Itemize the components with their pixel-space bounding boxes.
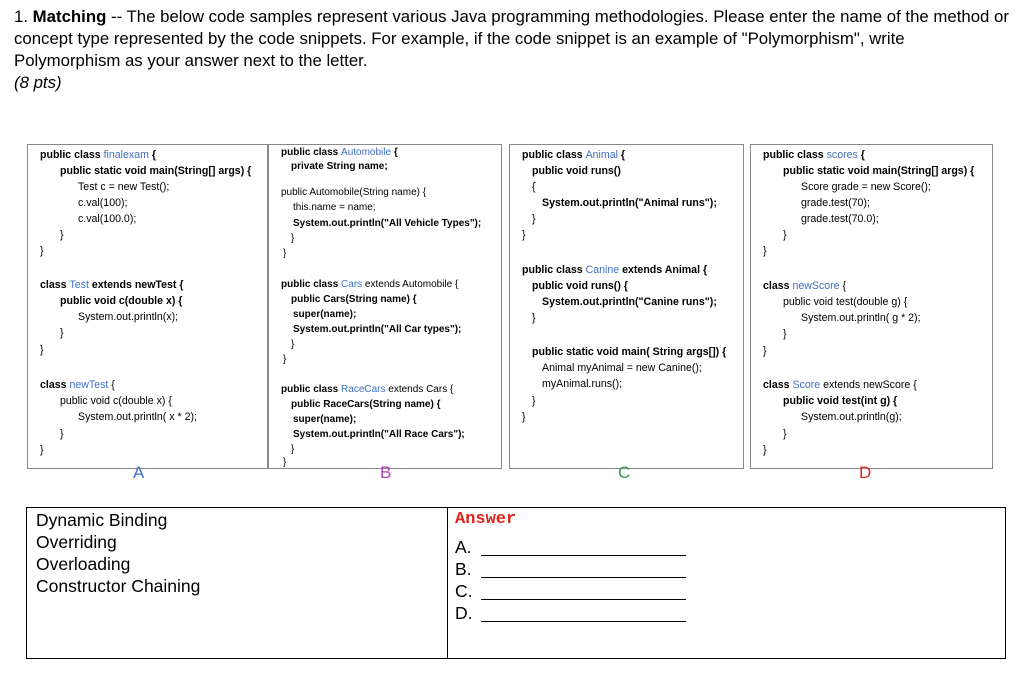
code-line: public Cars(String name) { xyxy=(291,294,417,305)
code-line: c.val(100); xyxy=(78,197,128,209)
code-line: public Automobile(String name) { xyxy=(281,187,427,198)
code-line: System.out.println("Animal runs"); xyxy=(542,197,717,209)
answer-table xyxy=(26,507,1006,659)
code-box-b xyxy=(268,144,502,469)
code-line: } xyxy=(532,312,536,324)
code-line: { xyxy=(532,181,536,193)
code-box-a xyxy=(27,144,268,469)
class-name: finalexam xyxy=(103,149,149,161)
code-line: this.name = name; xyxy=(293,202,376,213)
code-line: System.out.println("All Car types"); xyxy=(293,324,462,335)
term-item: Overloading xyxy=(36,554,131,574)
code-line: super(name); xyxy=(293,309,357,320)
code-line: System.out.println("All Vehicle Types"); xyxy=(293,218,482,229)
code-line: System.out.println( x * 2); xyxy=(78,411,197,423)
class-name: Animal xyxy=(585,149,618,161)
answer-row-b[interactable] xyxy=(455,558,695,580)
code-line: class newScore { xyxy=(763,280,847,292)
code-line: Test c = new Test(); xyxy=(78,181,170,193)
class-name: RaceCars xyxy=(341,384,386,395)
code-line: System.out.println( g * 2); xyxy=(801,312,921,324)
answer-blank[interactable] xyxy=(481,577,686,578)
code-line: } xyxy=(783,229,787,241)
code-line: public void runs() xyxy=(532,165,621,177)
code-line: super(name); xyxy=(293,414,357,425)
code-line: public class finalexam { xyxy=(40,149,157,161)
code-line: public RaceCars(String name) { xyxy=(291,399,441,410)
question-body: -- The below code samples represent various Java programming methodologies. Please enter the name of the method or concept type represented by the code snippets. For example, if the code snippet is an example of "Polymorphism", write Polymorphism as your answer next to the letter. xyxy=(14,7,1009,70)
code-line: System.out.println(x); xyxy=(78,311,179,323)
code-line: public void test(int g) { xyxy=(783,395,898,407)
term-item: Overriding xyxy=(36,532,117,552)
code-line: } xyxy=(291,233,295,244)
code-line: System.out.println(g); xyxy=(801,411,902,423)
answer-blank[interactable] xyxy=(481,555,686,556)
code-line: public static void main(String[] args) { xyxy=(60,165,252,177)
class-name: Test xyxy=(69,279,89,291)
question-title: Matching xyxy=(32,7,107,26)
question-points: (8 pts) xyxy=(14,73,62,92)
code-line: c.val(100.0); xyxy=(78,213,137,225)
table-divider xyxy=(447,508,448,658)
code-line: } xyxy=(522,229,526,241)
question-number: 1. xyxy=(14,7,28,26)
code-line: } xyxy=(40,344,44,356)
code-line: } xyxy=(763,245,767,257)
code-line: System.out.println("Canine runs"); xyxy=(542,296,717,308)
code-line: public class Animal { xyxy=(522,149,626,161)
code-line: class newTest { xyxy=(40,379,115,391)
code-line: public class RaceCars extends Cars { xyxy=(281,384,454,395)
code-line: Score grade = new Score(); xyxy=(801,181,931,193)
code-line: class Test extends newTest { xyxy=(40,279,184,291)
code-line: public class Cars extends Automobile { xyxy=(281,279,459,290)
code-line: class Score extends newScore { xyxy=(763,379,917,391)
letter-c: C xyxy=(618,463,631,482)
class-name: Automobile xyxy=(341,147,392,158)
letter-d: D xyxy=(859,463,872,482)
code-line: } xyxy=(283,457,287,468)
code-line: public void c(double x) { xyxy=(60,395,172,407)
question-text xyxy=(14,6,1014,94)
code-box-c xyxy=(509,144,744,469)
code-line: public static void main( String args[]) { xyxy=(532,346,727,358)
code-line: } xyxy=(291,444,295,455)
answer-label: B. xyxy=(455,559,472,579)
code-line: public class Automobile { xyxy=(281,147,398,158)
term-item: Dynamic Binding xyxy=(36,510,168,530)
code-line: } xyxy=(532,395,536,407)
code-line: myAnimal.runs(); xyxy=(542,378,623,390)
code-line: public void runs() { xyxy=(532,280,628,292)
code-box-d xyxy=(750,144,993,469)
letter-b: B xyxy=(380,463,392,482)
code-line: } xyxy=(763,444,767,456)
code-line: } xyxy=(60,428,64,440)
term-item: Constructor Chaining xyxy=(36,576,201,596)
class-name: Cars xyxy=(341,279,363,290)
code-line: System.out.println("All Race Cars"); xyxy=(293,429,465,440)
code-line: private String name; xyxy=(291,161,388,172)
class-name: newTest xyxy=(69,379,109,391)
code-line: } xyxy=(283,354,287,365)
answer-row-d[interactable] xyxy=(455,602,695,624)
class-name: Canine xyxy=(585,264,620,276)
code-line: grade.test(70); xyxy=(801,197,870,209)
code-line: public void test(double g) { xyxy=(783,296,908,308)
code-line: } xyxy=(783,428,787,440)
code-line: public class scores { xyxy=(763,149,865,161)
code-line: } xyxy=(40,245,44,257)
code-line: public void c(double x) { xyxy=(60,295,183,307)
answer-blank[interactable] xyxy=(481,599,686,600)
code-line: } xyxy=(763,345,767,357)
code-line: } xyxy=(291,339,295,350)
code-line: Animal myAnimal = new Canine(); xyxy=(542,362,702,374)
code-line: } xyxy=(532,213,536,225)
answer-row-c[interactable] xyxy=(455,580,695,602)
code-line: public class Canine extends Animal { xyxy=(522,264,708,276)
answer-label: D. xyxy=(455,603,473,623)
answer-label: C. xyxy=(455,581,473,601)
code-line: } xyxy=(60,229,64,241)
answer-title: Answer xyxy=(455,510,517,529)
code-line: } xyxy=(40,444,44,456)
code-line: grade.test(70.0); xyxy=(801,213,879,225)
code-line: } xyxy=(783,328,787,340)
class-name: Score xyxy=(792,379,821,391)
letter-a: A xyxy=(133,463,145,482)
answer-label: A. xyxy=(455,537,472,557)
answer-row-a[interactable] xyxy=(455,536,695,558)
answer-blank[interactable] xyxy=(481,621,686,622)
class-name: newScore xyxy=(792,280,840,292)
code-line: public static void main(String[] args) { xyxy=(783,165,975,177)
code-line: } xyxy=(60,327,64,339)
class-name: scores xyxy=(826,149,858,161)
code-line: } xyxy=(522,411,526,423)
code-line: } xyxy=(283,248,287,259)
